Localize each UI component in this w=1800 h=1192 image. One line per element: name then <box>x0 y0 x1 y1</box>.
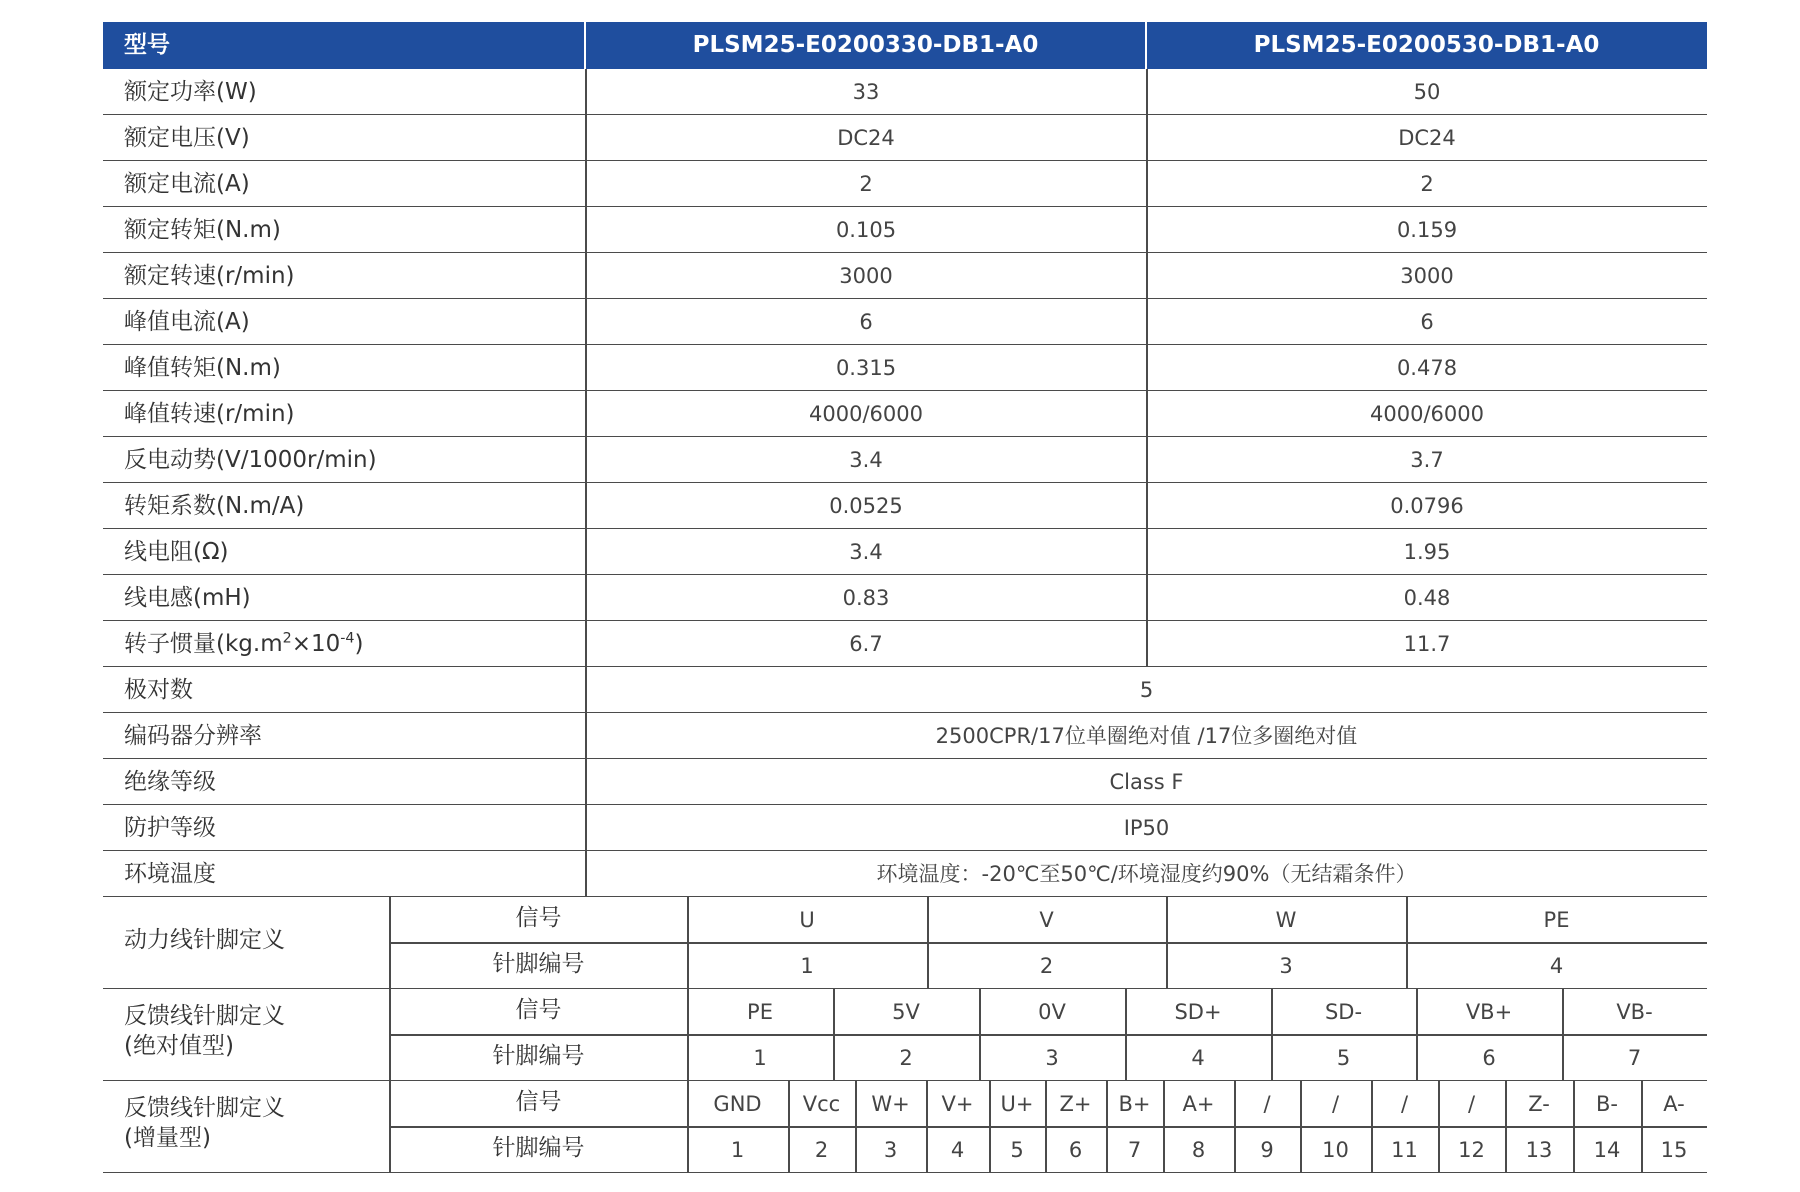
spec-value-a: 6 <box>859 310 873 334</box>
spec-row <box>103 69 1707 115</box>
pin-signal: Vcc <box>802 1092 841 1116</box>
shared-row <box>103 667 1707 713</box>
pin-number: 5 <box>1336 1046 1351 1070</box>
pin-no-label: 针脚编号 <box>492 951 585 977</box>
shared-row <box>103 713 1707 759</box>
spec-value-a: 6.7 <box>849 632 883 656</box>
pin-signal: B+ <box>1118 1092 1151 1116</box>
spec-value-a: 3.4 <box>849 448 883 472</box>
pin-signal: SD- <box>1324 1000 1363 1024</box>
table-header <box>103 22 1707 69</box>
spec-value-b: 11.7 <box>1403 632 1451 656</box>
spec-label: 峰值转矩(N.m) <box>124 355 281 381</box>
header-divider <box>1145 22 1147 69</box>
spec-row <box>103 483 1707 529</box>
spec-row <box>103 529 1707 575</box>
pin-number: 13 <box>1525 1138 1553 1162</box>
pin-number: 5 <box>1010 1138 1024 1162</box>
pin-number: 3 <box>1045 1046 1059 1070</box>
pin-signal: PE <box>1543 908 1570 932</box>
spec-label: 峰值电流(A) <box>124 309 250 335</box>
pin-number: 4 <box>1191 1046 1205 1070</box>
pin-signal: Z- <box>1528 1092 1550 1116</box>
pin-signal: W <box>1275 908 1297 932</box>
shared-label: 防护等级 <box>124 815 216 841</box>
shared-value: 环境温度：-20℃至50℃/环境湿度约90%（无结霜条件） <box>876 862 1417 886</box>
shared-value: 2500CPR/17位单圈绝对值 /17位多圈绝对值 <box>935 724 1358 748</box>
pin-number: 4 <box>950 1138 965 1162</box>
pin-section-sublabel: (增量型) <box>124 1125 211 1151</box>
pin-section-label: 反馈线针脚定义 <box>124 1095 285 1121</box>
pin-number: 11 <box>1391 1138 1418 1162</box>
spec-label: 额定电压(V) <box>124 125 250 151</box>
pin-number: 2 <box>899 1046 913 1070</box>
spec-table <box>103 22 1707 1173</box>
spec-label: 转矩系数(N.m/A) <box>124 493 305 519</box>
pin-signal: 0V <box>1038 1000 1066 1024</box>
spec-value-a: 3000 <box>839 264 893 288</box>
pin-signal: U <box>799 908 815 932</box>
pin-number: 10 <box>1322 1138 1349 1162</box>
shared-label: 极对数 <box>124 677 193 703</box>
spec-value-a: 2 <box>859 172 873 196</box>
spec-row-inertia <box>103 621 1707 667</box>
header-model-b: PLSM25-E0200530-DB1-A0 <box>1253 32 1600 58</box>
spec-value-a: 0.0525 <box>829 494 903 518</box>
header-model-label: 型号 <box>124 32 170 58</box>
pin-signal: PE <box>747 1000 773 1024</box>
pin-signal: VB+ <box>1465 1000 1513 1024</box>
spec-value-b: 1.95 <box>1403 540 1451 564</box>
pin-number: 3 <box>883 1138 898 1162</box>
spec-value-b: 3.7 <box>1410 448 1444 472</box>
pin-signal: GND <box>713 1092 762 1116</box>
pin-section-abs-pins <box>103 989 1707 1081</box>
pin-number: 9 <box>1260 1138 1274 1162</box>
spec-label: 额定转矩(N.m) <box>124 217 281 243</box>
signal-label: 信号 <box>515 905 562 931</box>
pin-signal: A- <box>1663 1092 1685 1116</box>
spec-label: 反电动势(V/1000r/min) <box>124 447 377 473</box>
pin-section-label: 动力线针脚定义 <box>124 927 285 953</box>
pin-section-power-pins <box>103 897 1707 989</box>
spec-value-b: 0.48 <box>1403 586 1451 610</box>
spec-value-a: 0.83 <box>842 586 890 610</box>
header-divider <box>584 22 586 69</box>
pin-signal: Z+ <box>1059 1092 1092 1116</box>
spec-label: 线电阻(Ω) <box>124 539 229 565</box>
signal-label: 信号 <box>515 997 562 1023</box>
pin-number: 4 <box>1549 954 1564 978</box>
pin-signal: A+ <box>1182 1092 1215 1116</box>
spec-rows <box>103 69 1707 621</box>
spec-row <box>103 437 1707 483</box>
pin-signal: W+ <box>871 1092 910 1116</box>
spec-row <box>103 345 1707 391</box>
spec-value-b: 0.478 <box>1396 356 1458 380</box>
pin-signal: V <box>1039 908 1054 932</box>
pin-section-inc-pins <box>103 1081 1707 1173</box>
spec-label: 峰值转速(r/min) <box>124 401 295 427</box>
spec-label: 额定电流(A) <box>124 171 250 197</box>
pin-signal: VB- <box>1616 1000 1653 1024</box>
spec-row <box>103 575 1707 621</box>
spec-value-a: 3.4 <box>849 540 883 564</box>
pin-number: 6 <box>1482 1046 1496 1070</box>
spec-value-b: 4000/6000 <box>1370 402 1484 426</box>
pin-signal: / <box>1467 1092 1476 1116</box>
pin-number: 7 <box>1127 1138 1142 1162</box>
pin-number: 3 <box>1279 954 1293 978</box>
spec-row <box>103 391 1707 437</box>
shared-value: 5 <box>1139 678 1154 702</box>
pin-signal: V+ <box>941 1092 974 1116</box>
shared-label: 环境温度 <box>124 861 216 887</box>
spec-row <box>103 253 1707 299</box>
pin-number: 15 <box>1660 1138 1688 1162</box>
pin-signal: / <box>1331 1092 1340 1116</box>
pin-number: 1 <box>730 1138 745 1162</box>
spec-label: 线电感(mH) <box>124 585 251 611</box>
spec-row <box>103 207 1707 253</box>
pin-number: 2 <box>814 1138 829 1162</box>
spec-value-b: 6 <box>1420 310 1434 334</box>
shared-row <box>103 805 1707 851</box>
signal-label: 信号 <box>515 1089 562 1115</box>
shared-rows <box>103 667 1707 897</box>
pin-number: 6 <box>1068 1138 1083 1162</box>
shared-label: 编码器分辨率 <box>124 723 262 749</box>
pin-number: 14 <box>1593 1138 1621 1162</box>
pin-no-label: 针脚编号 <box>492 1135 585 1161</box>
pin-signal: 5V <box>892 1000 920 1024</box>
spec-label: 转子惯量$(kg.m^2\times 10^{-4})$ <box>124 630 364 657</box>
spec-value-a: 0.315 <box>835 356 897 380</box>
spec-value-a: DC24 <box>837 126 895 150</box>
pin-no-label: 针脚编号 <box>492 1043 585 1069</box>
spec-value-b: 2 <box>1420 172 1434 196</box>
shared-row <box>103 851 1707 897</box>
spec-row <box>103 299 1707 345</box>
spec-label: 额定功率(W) <box>124 79 257 105</box>
pin-number: 1 <box>800 954 814 978</box>
shared-label: 绝缘等级 <box>124 769 216 795</box>
pin-signal: B- <box>1596 1092 1618 1116</box>
pin-number: 12 <box>1458 1138 1485 1162</box>
spec-row <box>103 161 1707 207</box>
spec-value-a: 0.105 <box>835 218 897 242</box>
pin-number: 7 <box>1627 1046 1642 1070</box>
pin-section-label: 反馈线针脚定义 <box>124 1003 285 1029</box>
spec-row <box>103 115 1707 161</box>
pin-signal: SD+ <box>1174 1000 1222 1024</box>
pin-sections <box>103 897 1707 1173</box>
header-model-a: PLSM25-E0200330-DB1-A0 <box>692 32 1039 58</box>
pin-signal: / <box>1263 1092 1271 1116</box>
spec-value-b: DC24 <box>1398 126 1456 150</box>
pin-signal: / <box>1400 1092 1409 1116</box>
spec-value-b: 0.0796 <box>1390 494 1464 518</box>
pin-number: 2 <box>1039 954 1054 978</box>
spec-value-b: 3000 <box>1400 264 1454 288</box>
pin-number: 1 <box>753 1046 767 1070</box>
spec-value-b: 0.159 <box>1396 218 1458 242</box>
pin-number: 8 <box>1191 1138 1206 1162</box>
shared-value: Class F <box>1109 770 1184 794</box>
spec-value-a: 33 <box>852 80 880 104</box>
shared-row <box>103 759 1707 805</box>
spec-value-b: 50 <box>1413 80 1441 104</box>
pin-signal: U+ <box>1000 1092 1034 1116</box>
spec-label: 额定转速(r/min) <box>124 263 295 289</box>
shared-value: IP50 <box>1123 816 1170 840</box>
spec-value-a: 4000/6000 <box>809 402 923 426</box>
pin-section-sublabel: (绝对值型) <box>124 1033 234 1059</box>
